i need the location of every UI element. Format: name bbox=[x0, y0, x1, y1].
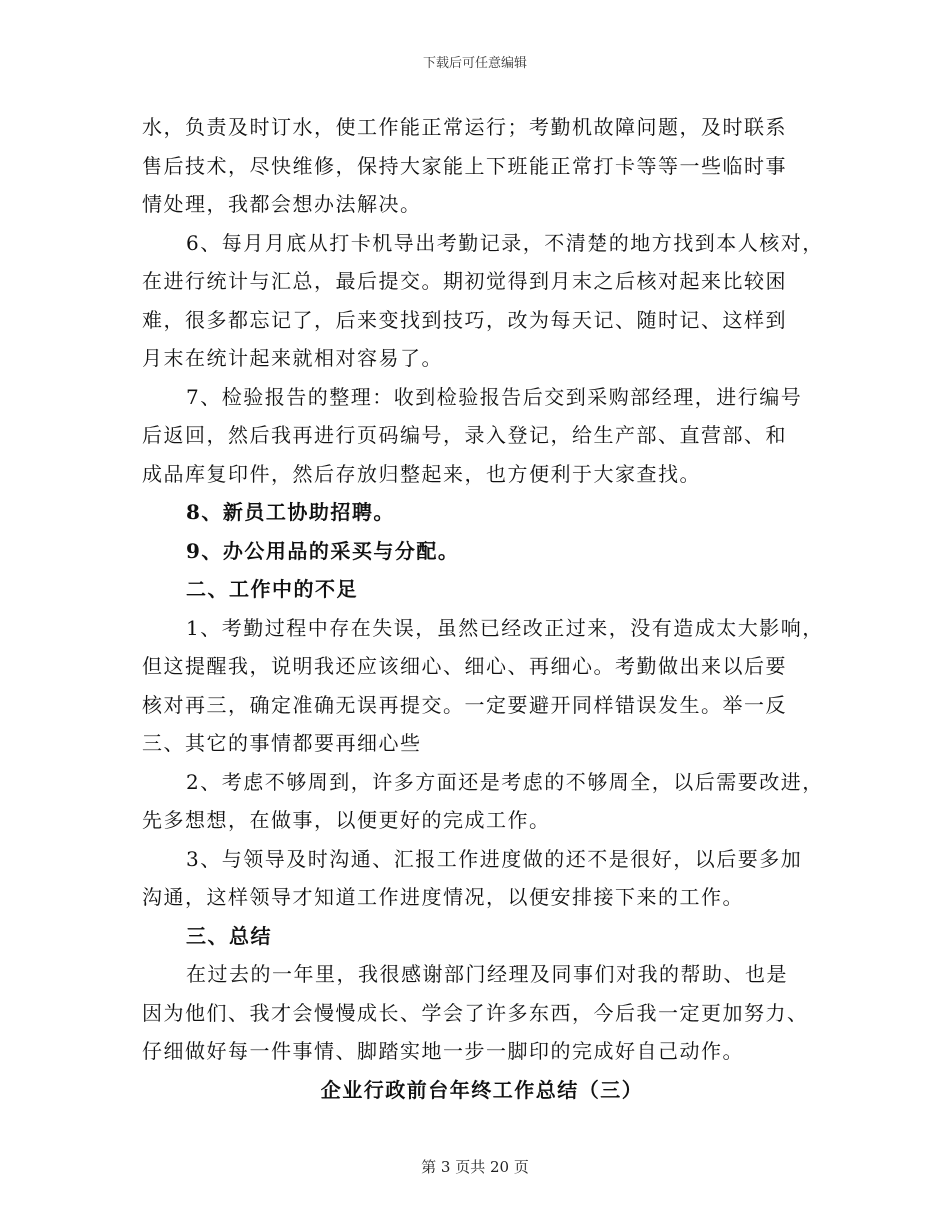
text-line: 三、其它的事情都要再细心些 bbox=[142, 731, 422, 755]
text-line: 仔细做好每一件事情、脚踏实地一步一脚印的完成好自己动作。 bbox=[142, 1039, 744, 1063]
text-line: 沟通，这样领导才知道工作进度情况，以便安排接下来的工作。 bbox=[142, 885, 744, 909]
page-header: 下载后可任意编辑 bbox=[422, 56, 527, 71]
text-line: 在过去的一年里，我很感谢部门经理及同事们对我的帮助、也是 bbox=[186, 962, 788, 986]
text-line: 难，很多都忘记了，后来变找到技巧，改为每天记、随时记、这样到 bbox=[142, 307, 787, 332]
text-line: 3、与领导及时沟通、汇报工作进度做的还不是很好，以后要多加 bbox=[186, 846, 803, 871]
text-line: 6、每月月底从打卡机导出考勤记录，不清楚的地方找到本人核对， bbox=[186, 230, 824, 255]
text-line: 但这提醒我，说明我还应该细心、细心、再细心。考勤做出来以后要 bbox=[142, 654, 787, 678]
text-line: 二、工作中的不足 bbox=[186, 577, 358, 601]
text-line: 月末在统计起来就相对容易了。 bbox=[142, 346, 443, 370]
text-line: 后返回，然后我再进行页码编号，录入登记，给生产部、直营部、和 bbox=[142, 423, 787, 447]
document-body bbox=[142, 108, 822, 1109]
text-line: 核对再三，确定准确无误再提交。一定要避开同样错误发生。举一反 bbox=[142, 692, 787, 717]
text-line: 因为他们、我才会慢慢成长、学会了许多东西，今后我一定更加努力、 bbox=[142, 1000, 809, 1025]
section-title: 企业行政前台年终工作总结（三） bbox=[320, 1077, 644, 1102]
text-line: 2、考虑不够周到，许多方面还是考虑的不够周全，以后需要改进， bbox=[186, 769, 824, 794]
text-line: 先多想想，在做事，以便更好的完成工作。 bbox=[142, 808, 551, 832]
text-line: 9、办公用品的采买与分配。 bbox=[186, 538, 460, 563]
text-line: 在进行统计与汇总，最后提交。期初觉得到月末之后核对起来比较困 bbox=[142, 269, 787, 293]
text-line: 1、考勤过程中存在失误，虽然已经改正过来，没有造成太大影响， bbox=[186, 615, 824, 640]
text-line: 水，负责及时订水，使工作能正常运行；考勤机故障问题，及时联系 bbox=[142, 115, 787, 139]
text-line: 售后技术，尽快维修，保持大家能上下班能正常打卡等等一些临时事 bbox=[142, 153, 787, 178]
text-line: 7、检验报告的整理：收到检验报告后交到采购部经理，进行编号 bbox=[186, 384, 803, 409]
text-line: 情处理，我都会想办法解决。 bbox=[142, 192, 422, 216]
text-line: 8、新员工协助招聘。 bbox=[186, 500, 395, 524]
text-line: 三、总结 bbox=[186, 923, 272, 948]
page-footer: 第 3 页共 20 页 bbox=[421, 1158, 529, 1176]
text-line: 成品库复印件，然后存放归整起来，也方便利于大家查找。 bbox=[142, 461, 701, 486]
